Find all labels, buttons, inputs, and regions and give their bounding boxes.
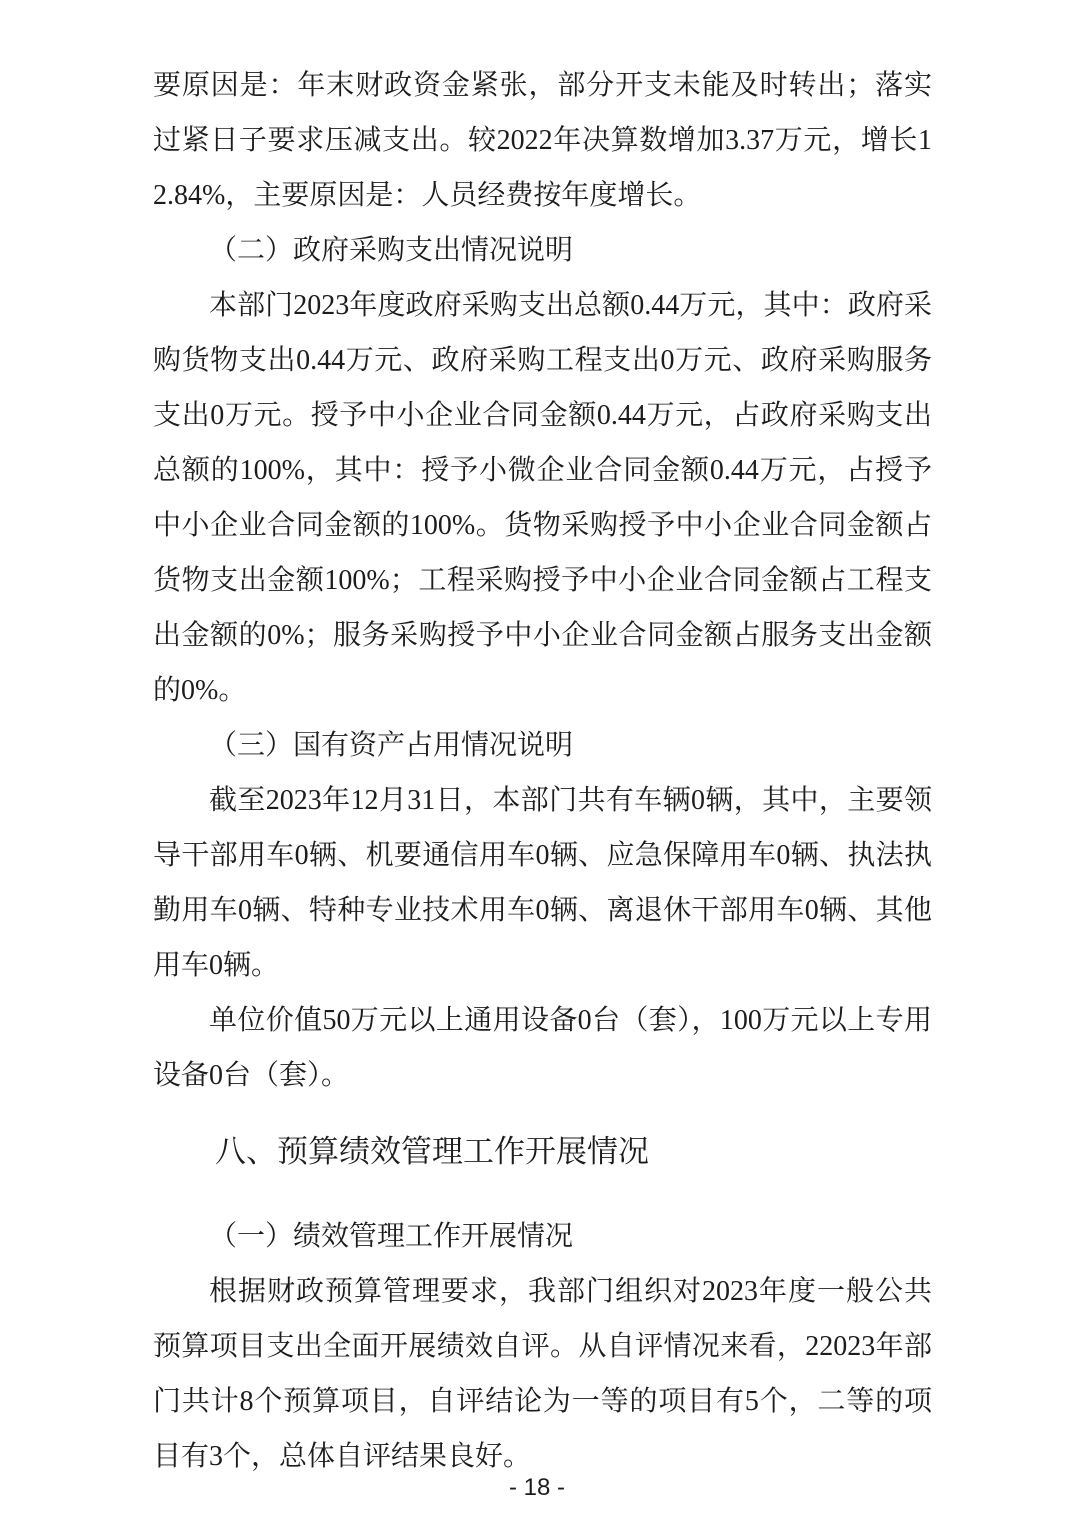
subsection-heading-performance-work: （一）绩效管理工作开展情况 bbox=[209, 1221, 574, 1252]
subsection-heading-gov-procurement: （二）政府采购支出情况说明 bbox=[209, 235, 574, 266]
page-number: - 18 - bbox=[508, 1474, 565, 1501]
section-heading-performance-management: 八、预算绩效管理工作开展情况 bbox=[215, 1134, 649, 1169]
paragraph-vehicles: 截至2023年12月31日，本部门共有车辆0辆，其中，主要领导干部用车0辆、机要通信用车0辆、应急保障用车0辆、执法执勤用车0辆、特种专业技术用车0辆、离退休干部用车0辆、其他用车0辆。 bbox=[153, 785, 932, 981]
paragraph-gov-procurement: 本部门2023年度政府采购支出总额0.44万元，其中：政府采购货物支出0.44万元、政府采购工程支出0万元、政府采购服务支出0万元。授予中小企业合同金额0.44万元，占政府采购支出总额的100%，其中：授予小微企业合同金额0.44万元，占授予中小企业合同金额的100%。货物采购授予中小企业合同金额占货物支出金额100%；工程采购授予中小企业合同金额占工程支出金额的0%；服务采购授予中小企业合同金额占服务支出金额的0%。 bbox=[153, 290, 932, 706]
paragraph-continuation: 要原因是：年末财政资金紧张，部分开支未能及时转出；落实过紧日子要求压减支出。较2022年决算数增加3.37万元，增长12.84%，主要原因是：人员经费按年度增长。 bbox=[153, 70, 932, 211]
subsection-heading-state-assets: （三）国有资产占用情况说明 bbox=[209, 730, 574, 761]
paragraph-equipment: 单位价值50万元以上通用设备0台（套），100万元以上专用设备0台（套）。 bbox=[153, 1005, 932, 1091]
paragraph-self-evaluation: 根据财政预算管理要求，我部门组织对2023年度一般公共预算项目支出全面开展绩效自评。从自评情况来看，22023年部门共计8个预算项目，自评结论为一等的项目有5个，二等的项目有3个，总体自评结果良好。 bbox=[153, 1276, 932, 1472]
